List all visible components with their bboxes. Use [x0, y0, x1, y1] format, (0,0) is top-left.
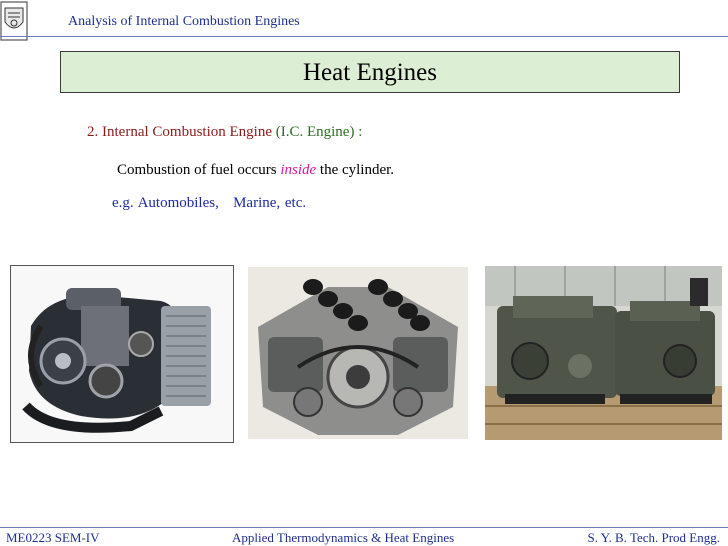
footer-subject: Applied Thermodynamics & Heat Engines: [232, 530, 455, 545]
desc-after: the cylinder.: [316, 162, 395, 178]
automobile-engine-photo: [10, 265, 234, 443]
point-label: 2. Internal Combustion Engine: [87, 124, 272, 140]
marine-engine-photo: [485, 266, 722, 440]
desc-emphasis: inside: [280, 162, 317, 178]
point-abbreviation: (I.C. Engine) :: [271, 124, 363, 140]
slide-title-box: [60, 51, 680, 93]
v-engine-photo: [248, 267, 468, 439]
examples-text: e.g. Automobiles, Marine, etc.: [112, 195, 307, 211]
college-logo: [0, 0, 30, 44]
point-heading: [87, 124, 362, 141]
header-divider: [0, 36, 728, 37]
point-description: [117, 162, 394, 179]
footer-course-code: ME0223 SEM-IV: [6, 530, 100, 545]
header-title: Analysis of Internal Combustion Engines: [68, 14, 300, 29]
footer-divider: [0, 527, 728, 528]
footer-class: S. Y. B. Tech. Prod Engg.: [587, 530, 720, 545]
slide-title: Heat Engines: [303, 59, 437, 86]
desc-before: Combustion of fuel occurs: [117, 162, 281, 178]
